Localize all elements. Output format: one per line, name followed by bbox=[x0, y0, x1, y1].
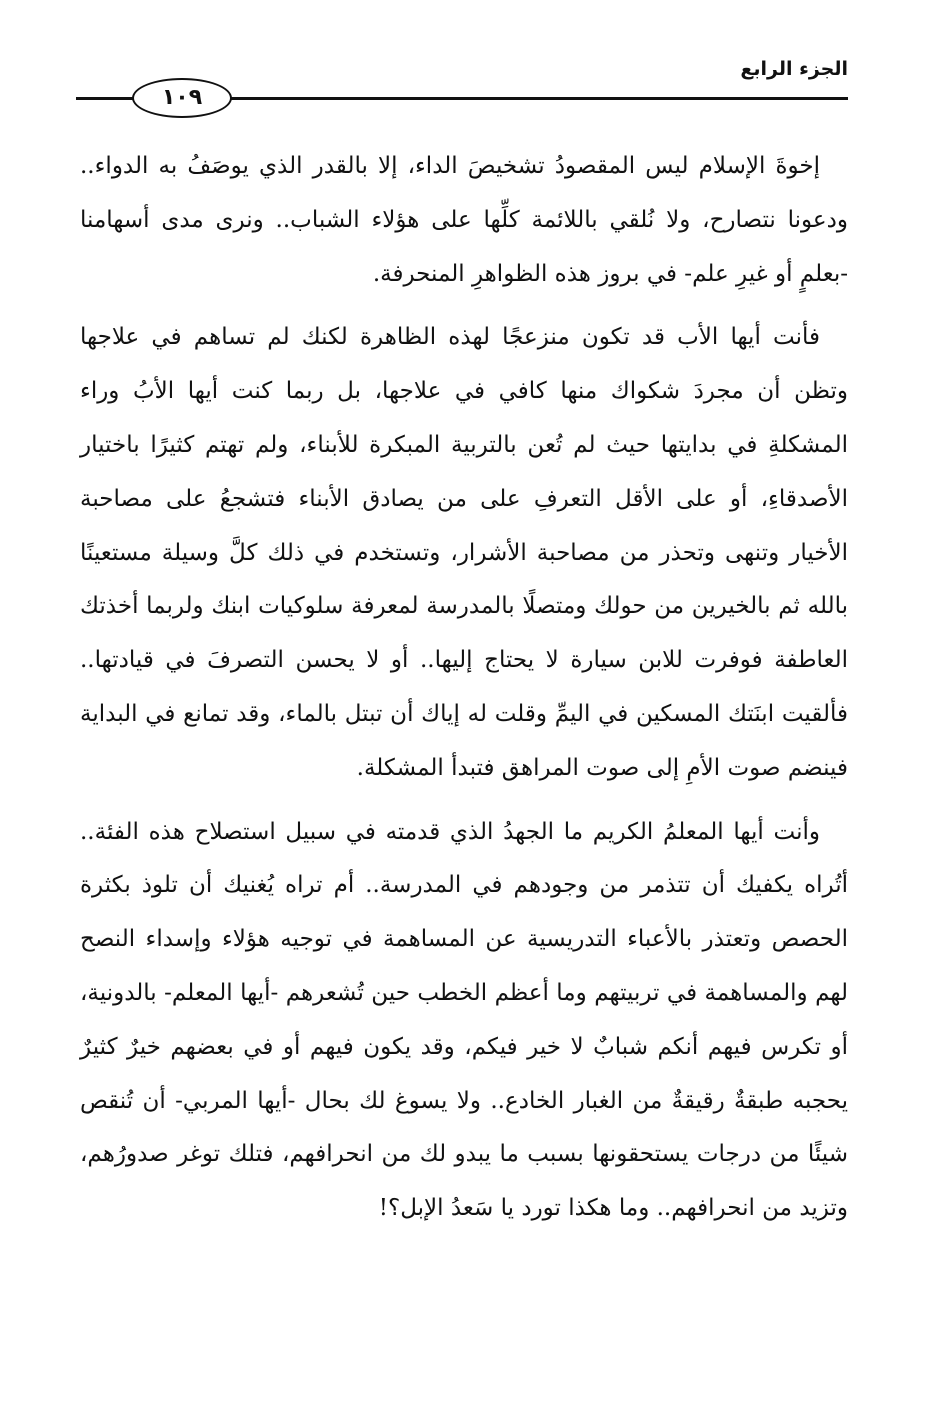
paragraph: فأنت أيها الأب قد تكون منزعجًا لهذه الظاهرة لكنك لم تساهم في علاجها وتظن أن مجردَ شكواك منها كافي في علاجها، بل ربما كنت أيها الأبُ وراء المشكلةِ في بدايتها حيث لم تُعن بالتربية المبكرة للأبناء، ولم تهتم كثيرًا باختيار الأصدقاءِ، أو على الأقل التعرفِ على من يصادق الأبناء فتشجعُ على مصاحبة الأخيار وتنهى وتحذر من مصاحبة الأشرار، وتستخدم في ذلك كلَّ وسيلة مستعينًا بالله ثم بالخيرين من حولك ومتصلًا بالمدرسة لمعرفة سلوكيات ابنك ولربما أخذتك العاطفة فوفرت للابن سيارة لا يحتاج إليها.. أو لا يحسن التصرفَ في قيادتها.. فألقيت ابنَتك المسكين في اليمِّ وقلت له إياك أن تبتل بالماء، وقد تمانع في البداية فينضم صوت الأمِ إلى صوت المراهق فتبدأ المشكلة. bbox=[80, 324, 848, 781]
running-title: الجزء الرابع bbox=[740, 58, 848, 80]
body-text bbox=[80, 140, 848, 1246]
paragraph: إخوةَ الإسلام ليس المقصودُ تشخيصَ الداء، إلا بالقدر الذي يوصَفُ به الدواء.. ودعونا نتصارح، ولا نُلقي باللائمة كلِّها على هؤلاء الشباب.. ونرى مدى أسهامنا -بعلمٍ أو غيرِ علم- في بروز هذه الظواهرِ المنحرفة. bbox=[80, 153, 848, 287]
page-number: ١٠٩ bbox=[132, 78, 232, 118]
paragraph: وأنت أيها المعلمُ الكريم ما الجهدُ الذي قدمته في سبيل استصلاح هذه الفئة.. أتُراه يكفيك أن تتذمر من وجودهم في المدرسة.. أم تراه يُغنيك أن تلوذ بكثرة الحصص وتعتذر بالأعباء التدريسية عن المساهمة في توجيه هؤلاء وإسداء النصح لهم والمساهمة في تربيتهم وما أعظم الخطب حين تُشعرهم -أيها المعلم- بالدونية، أو تكرس فيهم أنكم شبابٌ لا خير فيكم، وقد يكون فيهم أو في بعضهم خيرٌ كثيرٌ يحجبه طبقةٌ رقيقةٌ من الغبار الخادع.. ولا يسوغ لك بحال -أيها المربي- أن تُنقص شيئًا من درجات يستحقونها بسبب ما يبدو لك من انحرافهم، فتلك توغر صدورُهم، وتزيد من انحرافهم.. وما هكذا تورد يا سَعدُ الإبل؟! bbox=[80, 818, 848, 1222]
